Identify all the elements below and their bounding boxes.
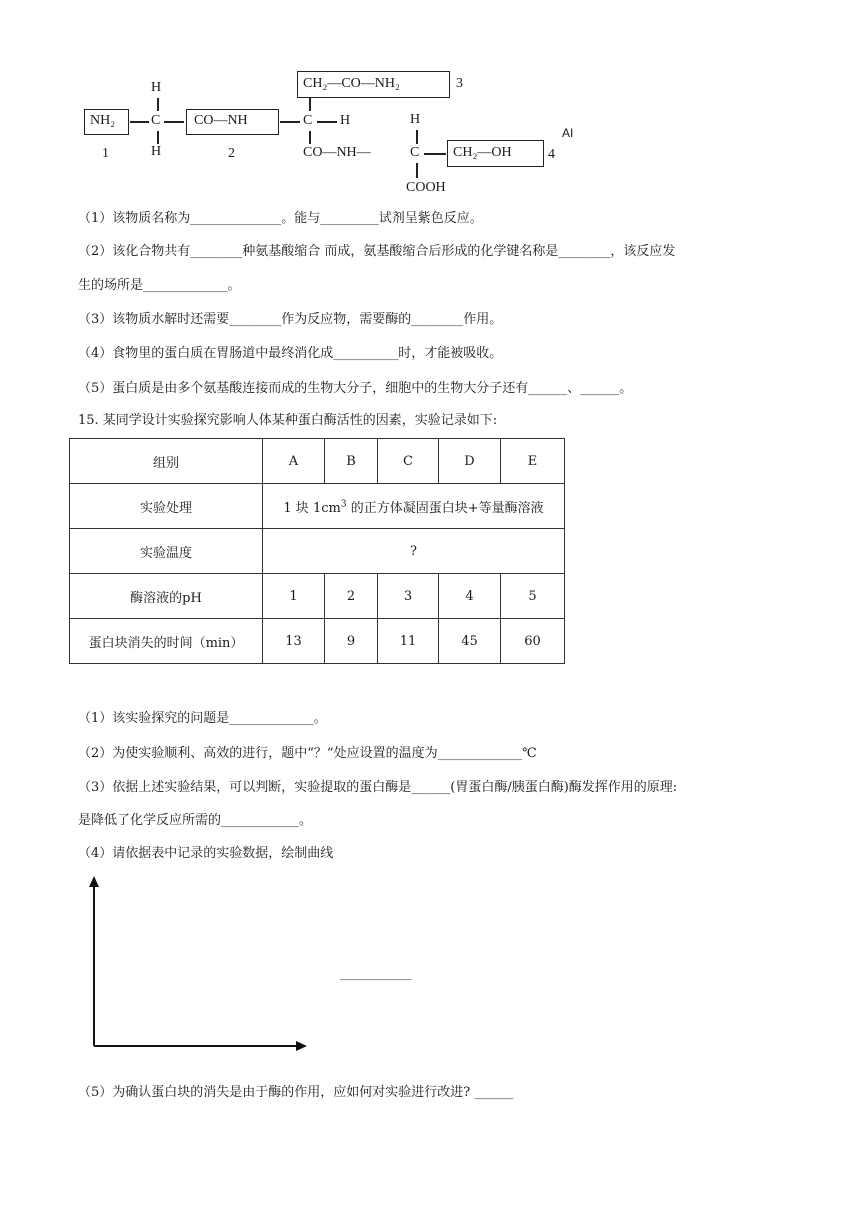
row-label-time: 蛋白块消失的时间（min） (70, 619, 263, 664)
time-cell: 13 (263, 619, 325, 664)
q15-part4: （4）请依据表中记录的实验数据，绘制曲线 (78, 846, 334, 861)
r-group-4-text: CH₂—OH (453, 145, 512, 160)
ph-cell: 2 (325, 574, 378, 619)
bond-line (416, 130, 418, 144)
table-row (70, 439, 565, 484)
q14-part2-line2: 生的场所是_____________。 (78, 278, 241, 293)
x-axis-arrow-icon (296, 1041, 307, 1051)
carbon-atom-mid: C (303, 113, 313, 128)
bond-line (280, 121, 300, 123)
group-cell: B (325, 439, 378, 484)
h-atom-bottom-left: H (151, 144, 162, 159)
bond-line (309, 131, 311, 144)
q15-part1: （1）该实验探究的问题是_____________。 (78, 711, 327, 726)
h-atom-right-top: H (410, 112, 421, 127)
treatment-cell (263, 484, 565, 529)
q14-part5: （5）蛋白质是由多个氨基酸连接而成的生物大分子，细胞中的生物大分子还有______、______。 (78, 381, 633, 396)
group-cell: D (439, 439, 501, 484)
plot-answer-blank: ___________ (340, 966, 412, 981)
label-4: 4 (548, 147, 555, 162)
table-row (70, 484, 565, 529)
q14-part3: （3）该物质水解时还需要________作为反应物，需要酶的________作用。 (78, 312, 503, 327)
group-cell: C (378, 439, 439, 484)
blank-axes (80, 870, 320, 1060)
y-axis-arrow-icon (89, 876, 99, 887)
amino-group-text: NH₂ (90, 113, 116, 128)
h-atom-top-left: H (151, 80, 162, 95)
peptide-bond-lower-text: CO—NH— (303, 145, 371, 160)
bond-line (416, 163, 418, 178)
treatment-superscript: 3 (340, 499, 347, 510)
group-cell: A (263, 439, 325, 484)
row-label-group: 组别 (70, 439, 263, 484)
q15-part2: （2）为使实验顺利、高效的进行，题中“？“处应设置的温度为_____________℃ (78, 746, 537, 761)
ph-cell: 5 (501, 574, 565, 619)
h-atom-mid: H (340, 113, 351, 128)
bond-line (164, 121, 184, 123)
r-group-3-text: CH₂—CO—NH₂ (303, 76, 400, 91)
group-cell: E (501, 439, 565, 484)
row-label-treatment: 实验处理 (70, 484, 263, 529)
peptide-bond-text: CO—NH (194, 113, 248, 128)
row-label-temperature: 实验温度 (70, 529, 263, 574)
treatment-text: 1 块 1cm (283, 500, 341, 516)
bond-line (424, 153, 446, 155)
q15-stem: 15. 某同学设计实验探究影响人体某种蛋白酶活性的因素，实验记录如下: (78, 413, 498, 428)
ph-cell: 3 (378, 574, 439, 619)
q15-part3-line1: （3）依据上述实验结果，可以判断，实验提取的蛋白酶是______(胃蛋白酶/胰蛋白酶)酶发挥作用的原理: (78, 780, 678, 795)
label-1: 1 (102, 146, 109, 161)
bond-line (157, 131, 159, 144)
ph-cell: 4 (439, 574, 501, 619)
row-label-ph: 酶溶液的pH (70, 574, 263, 619)
table-row (70, 574, 565, 619)
label-3: 3 (456, 76, 463, 91)
label-2: 2 (228, 146, 235, 161)
q15-part3-line2: 是降低了化学反应所需的____________。 (78, 813, 313, 828)
q14-part2-line1: （2）该化合物共有________种氨基酸缩合 而成，氨基酸缩合后形成的化学键名称是________，该反应发 (78, 244, 676, 259)
q14-part4: （4）食物里的蛋白质在胃肠道中最终消化成__________时，才能被吸收。 (78, 346, 503, 361)
q14-part1: （1）该物质名称为______________。能与_________试剂呈紫色反应。 (78, 211, 483, 226)
ai-watermark: AI (562, 126, 574, 140)
carbon-atom-right: C (410, 145, 420, 160)
treatment-text-rest: 的正方体凝固蛋白块+等量酶溶液 (346, 500, 544, 516)
carbon-atom-left: C (151, 113, 161, 128)
bond-line (157, 98, 159, 111)
experiment-table (69, 438, 565, 664)
time-cell: 45 (439, 619, 501, 664)
time-cell: 9 (325, 619, 378, 664)
bond-line (317, 121, 337, 123)
q15-part5: （5）为确认蛋白块的消失是由于酶的作用，应如何对实验进行改进? ______ (78, 1085, 514, 1100)
ph-cell: 1 (263, 574, 325, 619)
time-cell: 11 (378, 619, 439, 664)
temperature-cell: ? (263, 529, 565, 574)
bond-line (309, 98, 311, 111)
carboxyl-group: COOH (406, 180, 446, 195)
bond-line (130, 121, 149, 123)
table-row (70, 619, 565, 664)
table-row (70, 529, 565, 574)
time-cell: 60 (501, 619, 565, 664)
